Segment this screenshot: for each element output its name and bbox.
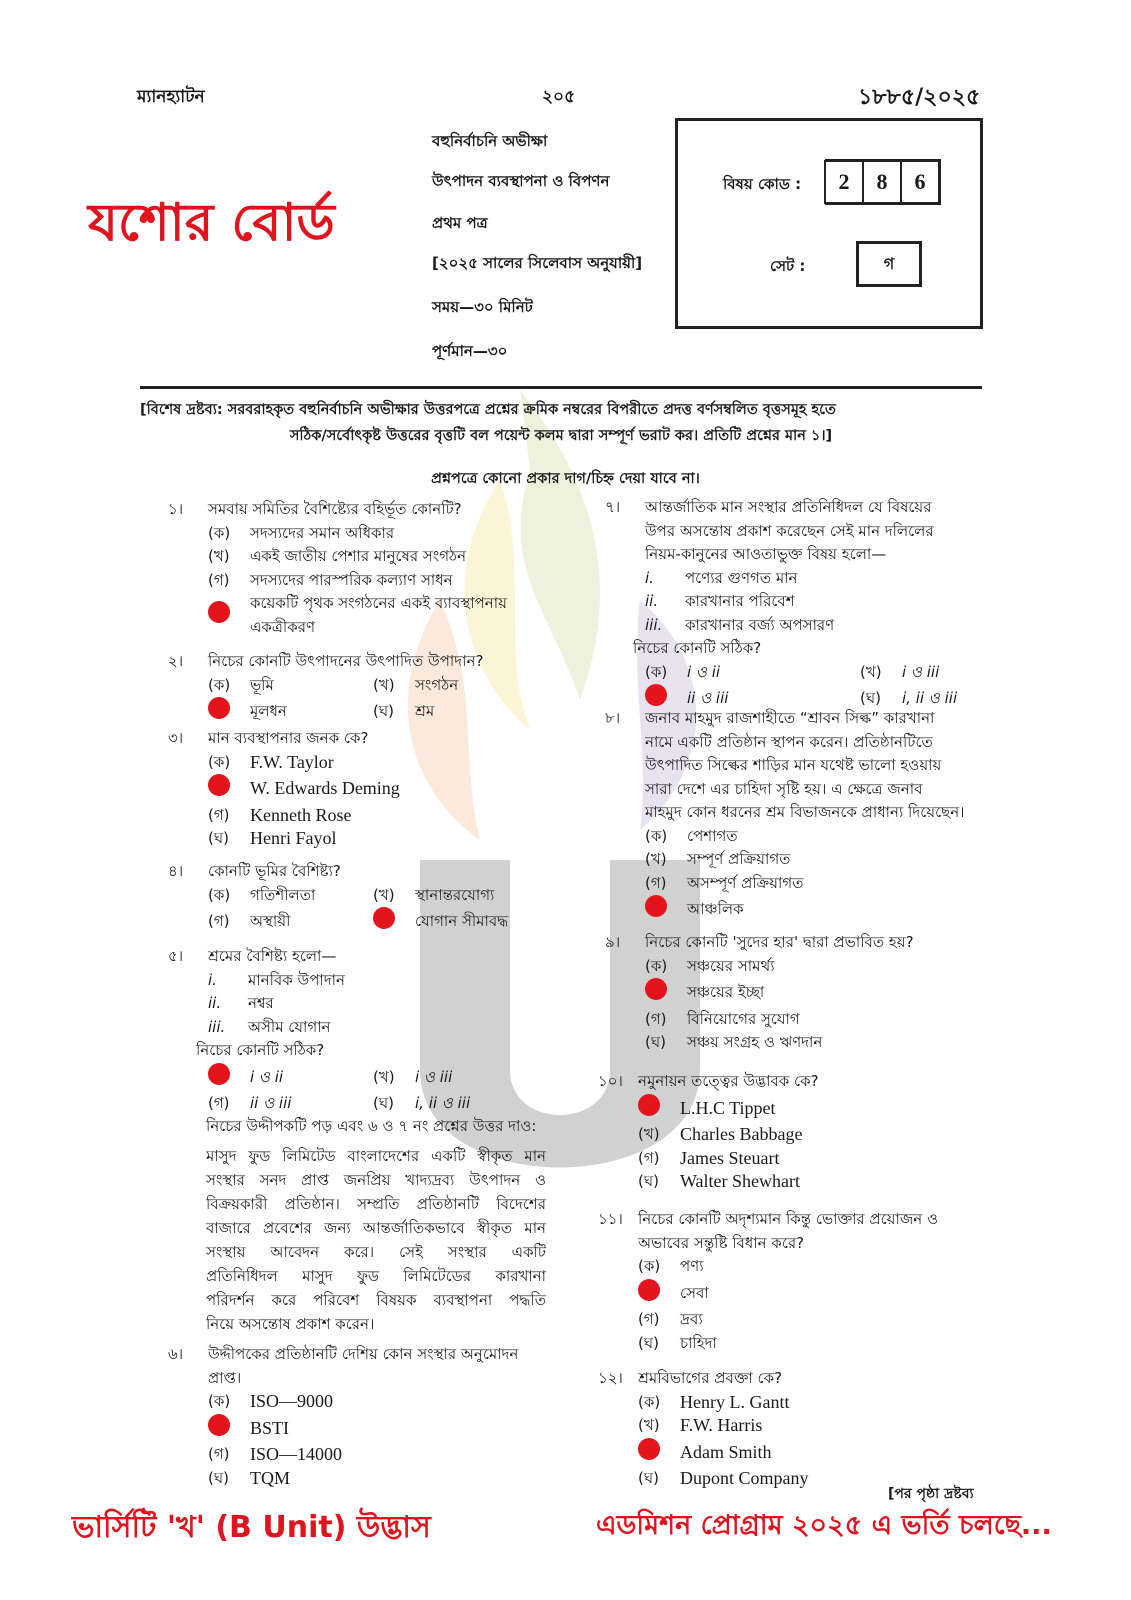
question-text: কোনটি ভূমির বৈশিষ্ট্য? (208, 862, 341, 880)
answer-marker (208, 1414, 250, 1444)
option-1[interactable] (208, 751, 400, 775)
option-text: ভূমি (250, 675, 274, 694)
option-letter: (ঘ) (638, 1333, 659, 1352)
board-title: যশোর বোর্ড (88, 193, 335, 253)
statement-label: i. (208, 970, 217, 989)
option-letter: (খ) (645, 850, 667, 868)
option-text: i, ii ও iii (902, 689, 958, 707)
option-text: সদস্যদের পারস্পরিক কল্যাণ সাধন (250, 570, 453, 589)
option-text: সঞ্চয়ের সামর্থ্য (687, 956, 775, 975)
page-number: ২০৫ (542, 87, 576, 107)
option-4[interactable] (645, 1031, 914, 1055)
question-number: ৪। (168, 862, 184, 880)
question-body (208, 650, 538, 727)
option-1[interactable] (645, 661, 860, 685)
option-3[interactable] (208, 1092, 373, 1116)
option-text: Dupont Company (680, 1468, 809, 1488)
options (645, 825, 965, 925)
answer-marker (645, 978, 687, 1008)
option-text: Adam Smith (680, 1441, 772, 1462)
filled-answer-dot-icon (645, 895, 667, 917)
option-letter: (গ) (208, 805, 230, 824)
filled-answer-dot-icon (208, 697, 230, 719)
question-text: জনাব মাহমুদ রাজশাহীতে “শ্রাবন সিল্ক” কারখানা (645, 709, 935, 727)
serial-number: ১৮৮৫/২০২৫ (858, 85, 981, 110)
option-2[interactable] (208, 545, 540, 569)
option-4[interactable] (373, 697, 538, 727)
option-letter: (গ) (645, 873, 667, 892)
option-text: সদস্যদের সমান অধিকার (250, 523, 395, 542)
option-text: একই জাতীয় পেশার মানুষের সংগঠন (250, 547, 467, 565)
notice-line-1: [বিশেষ দ্রষ্টব্য: সরবরাহকৃত বহুনির্বাচনি অভীক্ষার উত্তরপত্রে প্রশ্নের ক্রমিক নম্বরের বিপরীতে প্রদত্ত বর্ণসম্বলিত বৃত্তসমূহ হতে (140, 402, 836, 418)
option-text: W. Edwards Deming (250, 778, 400, 798)
option-letter: (ঘ) (208, 1468, 229, 1487)
option-letter: (ক) (208, 675, 231, 694)
options (645, 661, 1000, 714)
question-body (208, 498, 540, 639)
options (638, 1094, 819, 1194)
answer-marker (208, 601, 250, 631)
option-letter: (ঘ) (638, 1469, 659, 1487)
option-text: চাহিদা (680, 1333, 717, 1352)
question-11 (598, 1208, 938, 1355)
option-letter: (ক) (645, 826, 668, 845)
option-2[interactable] (860, 661, 1000, 685)
code-box (675, 118, 983, 329)
question-text: নমুনায়ন তত্ত্বের উদ্ভাবক কে? (638, 1072, 819, 1090)
set-label: সেট : (770, 257, 806, 275)
question-text: নিচের কোনটি 'সুদের হার' দ্বারা প্রভাবিত হয়? (645, 933, 914, 951)
option-text: Henry L. Gantt (680, 1391, 790, 1412)
question-7 (605, 496, 1000, 714)
filled-answer-dot-icon (645, 978, 667, 1000)
option-letter: (ঘ) (208, 829, 229, 847)
option-letter: (ঘ) (638, 1172, 659, 1190)
statement-text: পণ্যের গুণগত মান (685, 568, 798, 587)
option-1[interactable] (208, 522, 540, 546)
statement (645, 590, 1000, 614)
option-3[interactable] (208, 804, 400, 828)
answer-marker (208, 774, 250, 804)
option-2[interactable] (373, 674, 538, 698)
filled-answer-dot-icon (645, 684, 667, 706)
option-4[interactable] (638, 1170, 819, 1194)
statement (645, 567, 1000, 591)
option-text: গতিশীলতা (250, 885, 316, 904)
option-3[interactable] (208, 1443, 518, 1467)
filled-answer-dot-icon (208, 601, 230, 623)
question-number: ১২। (598, 1369, 623, 1387)
question-prompt: নিচের কোনটি সঠিক? (196, 1041, 325, 1059)
options (638, 1255, 938, 1355)
option-text: অসম্পূর্ণ প্রক্রিয়াগত (687, 873, 804, 892)
option-text: বিনিয়োগের সুযোগ (687, 1009, 800, 1028)
exam-paper: প্রথম পত্র (432, 214, 488, 232)
option-text: James Steuart (680, 1147, 780, 1168)
option-letter: (গ) (208, 1445, 230, 1463)
ad-left: ভার্সিটি 'খ' (B Unit) উদ্ভাস (72, 1510, 431, 1545)
exam-time: সময়—৩০ মিনিট (432, 298, 533, 316)
option-letter: (খ) (373, 1067, 395, 1086)
stimulus-line: মাসুদ ফুড লিমিটেড বাংলাদেশের একটি স্বীকৃত মান (206, 1147, 546, 1165)
option-letter: (গ) (208, 570, 230, 589)
statement-text: মানবিক উপাদান (248, 970, 345, 989)
option-2[interactable] (208, 774, 400, 804)
option-3[interactable] (638, 1147, 819, 1171)
option-letter: (গ) (208, 1094, 230, 1112)
filled-answer-dot-icon (638, 1094, 660, 1116)
filled-answer-dot-icon (208, 1063, 230, 1085)
option-letter: (গ) (208, 912, 230, 930)
answer-marker (645, 895, 687, 925)
question-text: নিচের কোনটি উৎপাদনের উৎপাদিত উপাদান? (208, 652, 484, 670)
option-letter: (ক) (208, 523, 231, 542)
question-10 (598, 1070, 819, 1194)
question-number: ২। (168, 652, 184, 670)
question-body (208, 860, 538, 937)
option-letter: (ক) (638, 1257, 661, 1275)
statement (208, 992, 538, 1016)
statement-label: iii. (645, 615, 663, 634)
options (208, 884, 538, 937)
statement-label: ii. (645, 592, 659, 610)
question-text: অভাবের সন্তুষ্টি বিধান করে? (638, 1233, 805, 1252)
option-text: BSTI (250, 1417, 290, 1438)
answer-marker (638, 1279, 680, 1309)
stimulus-line: সংস্থার সনদ প্রাপ্ত জনপ্রিয় খাদ্যদ্রব্য উৎপাদন ও (206, 1171, 546, 1189)
option-text: সঞ্চয় সংগ্রহ ও ঋণদান (687, 1033, 823, 1051)
options (645, 955, 914, 1055)
stimulus-line: নিয়ে অসন্তোষ প্রকাশ করেন। (206, 1315, 375, 1333)
question-1 (168, 498, 540, 639)
option-letter: (ক) (645, 662, 668, 681)
statement (645, 614, 1000, 638)
question-body (645, 707, 965, 925)
exam-syllabus: [২০২৫ সালের সিলেবাস অনুযায়ী] (432, 254, 643, 272)
option-letter: (খ) (208, 547, 230, 565)
stimulus-line: বাজারে প্রবেশের জন্য আন্তর্জাতিকভাবে স্বীকৃত মান (206, 1219, 546, 1237)
option-letter: (ঘ) (645, 1033, 666, 1051)
stimulus-line: বিক্রয়কারী প্রতিষ্ঠান। সম্প্রতি প্রতিষ্ঠানটি বিদেশের (206, 1195, 546, 1213)
option-text: সংগঠন (415, 675, 459, 694)
statement-label: iii. (208, 1017, 226, 1036)
question-number: ১০। (598, 1072, 623, 1090)
option-1[interactable] (638, 1391, 809, 1415)
ad-right: এডমিশন প্রোগ্রাম ২০২৫ এ ভর্তি চলছে... (596, 1510, 1052, 1541)
option-letter: (গ) (645, 1009, 667, 1028)
option-text: পেশাগত (687, 826, 738, 845)
subject-code-digit: 8 (862, 160, 902, 204)
option-letter: (ঘ) (860, 689, 881, 707)
exam-type: বহুনির্বাচনি অভীক্ষা (432, 132, 548, 150)
statement-text: কারখানার বর্জ্য অপসারণ (685, 615, 835, 634)
stimulus (206, 1114, 546, 1336)
option-text: L.H.C Tippet (680, 1097, 776, 1118)
option-4[interactable] (373, 907, 538, 937)
option-letter: (ঘ) (373, 1094, 394, 1112)
option-letter: (খ) (373, 885, 395, 904)
question-prompt: নিচের কোনটি সঠিক? (633, 639, 762, 657)
question-body (196, 945, 538, 1116)
stimulus-line: প্রতিনিধিদল মাসুদ ফুড লিমিটেডের কারখানা (206, 1267, 546, 1285)
filled-answer-dot-icon (208, 774, 230, 796)
options (208, 522, 540, 640)
option-text: Henri Fayol (250, 828, 337, 848)
option-letter: (ক) (638, 1392, 661, 1411)
options (208, 1390, 518, 1490)
continue-note: [পর পৃষ্ঠা দ্রষ্টব্য (888, 1486, 974, 1502)
subject-code-digit: 6 (900, 160, 940, 204)
special-notice (140, 397, 982, 449)
option-text: ISO—14000 (250, 1444, 343, 1464)
option-2[interactable] (373, 884, 538, 908)
stimulus-line: পরিদর্শন করে পরিবেশ বিষয়ক ব্যবস্থাপনা পদ্ধতি (206, 1291, 546, 1309)
option-3[interactable] (638, 1438, 809, 1468)
question-text: মাহমুদ কোন ধরনের শ্রম বিভাজনকে প্রাধান্য দিয়েছেন। (645, 803, 965, 821)
option-3[interactable] (645, 872, 965, 896)
answer-marker (208, 697, 250, 727)
question-text: নামে একটি প্রতিষ্ঠান স্থাপন করেন। প্রতিষ্ঠানটিতে (645, 732, 933, 751)
option-text: পণ্য (680, 1257, 704, 1275)
question-number: ৮। (605, 709, 621, 727)
option-4[interactable] (208, 592, 540, 639)
subject-code (825, 159, 941, 205)
question-body (645, 931, 914, 1055)
option-text: শ্রম (415, 702, 435, 720)
question-9 (605, 931, 914, 1055)
question-text: নিচের কোনটি অদৃশ্যমান কিন্তু ভোক্তার প্রয়োজন ও (638, 1210, 939, 1228)
question-text: আন্তর্জাতিক মান সংস্থার প্রতিনিধিদল যে বিষয়ের (645, 498, 932, 516)
question-4 (168, 860, 538, 937)
option-text: স্থানান্তরযোগ্য (415, 885, 495, 904)
answer-marker (373, 907, 415, 937)
question-number: ৩। (168, 729, 184, 747)
filled-answer-dot-icon (638, 1279, 660, 1301)
option-1[interactable] (645, 955, 914, 979)
options (208, 674, 538, 727)
option-letter: (ক) (208, 1392, 231, 1410)
option-letter: (গ) (638, 1310, 660, 1328)
option-2[interactable] (638, 1414, 809, 1438)
option-text: মূলধন (250, 702, 287, 720)
statement-text: অসীম যোগান (248, 1017, 331, 1036)
notice-line-2: সঠিক/সর্বোৎকৃষ্ট উত্তরের বৃত্তটি বল পয়েন্ট কলম দ্বারা সম্পূর্ণ ভরাট কর। প্রতিটি প্রশ্নের মান ১।] (289, 428, 833, 444)
option-letter: (খ) (373, 675, 395, 694)
question-body (638, 1208, 938, 1355)
filled-answer-dot-icon (638, 1438, 660, 1460)
question-text: শ্রমবিভাগের প্রবক্তা কে? (638, 1369, 783, 1387)
option-4[interactable] (208, 827, 400, 851)
option-1[interactable] (208, 884, 373, 908)
question-text: প্রাপ্ত। (208, 1368, 242, 1387)
answer-marker (638, 1438, 680, 1468)
option-text: Walter Shewhart (680, 1171, 801, 1191)
statement-label: ii. (208, 994, 222, 1012)
statement (208, 1016, 538, 1040)
option-letter: (গ) (638, 1148, 660, 1167)
question-6 (168, 1343, 518, 1490)
question-text: উৎপাদিত সিল্কের শাড়ির মান যথেষ্ট ভালো হওয়ায় (645, 756, 942, 774)
option-text: আঞ্চলিক (687, 900, 744, 918)
options (208, 1063, 538, 1116)
option-text: i, ii ও iii (415, 1094, 471, 1112)
question-number: ১১। (598, 1210, 623, 1228)
statement-text: কারখানার পরিবেশ (685, 592, 795, 610)
option-letter: (ক) (208, 752, 231, 771)
option-1[interactable] (638, 1255, 938, 1279)
question-text: সমবায় সমিতির বৈশিষ্ট্যের বহির্ভূত কোনটি? (208, 500, 462, 518)
option-letter: (ক) (208, 885, 231, 904)
option-text: F.W. Taylor (250, 751, 334, 772)
statement (208, 969, 538, 993)
option-letter: (ঘ) (373, 702, 394, 720)
options (638, 1391, 809, 1491)
option-text: ISO—9000 (250, 1391, 334, 1411)
question-text: শ্রমের বৈশিষ্ট্য হলো— (208, 947, 337, 965)
question-number: ৯। (605, 933, 621, 951)
subject-code-digit: 2 (824, 160, 864, 204)
option-3[interactable] (208, 697, 373, 727)
statement-text: নশ্বর (248, 994, 274, 1012)
option-letter: (খ) (638, 1125, 660, 1143)
question-text: মান ব্যবস্থাপনার জনক কে? (208, 729, 369, 747)
option-2[interactable] (645, 978, 914, 1008)
question-body (208, 1343, 518, 1490)
option-3[interactable] (645, 1008, 914, 1032)
question-8 (605, 707, 965, 925)
option-2[interactable] (645, 848, 965, 872)
option-2[interactable] (208, 1414, 518, 1444)
option-4[interactable] (638, 1332, 938, 1356)
option-text: F.W. Harris (680, 1415, 763, 1435)
option-text: Kenneth Rose (250, 804, 352, 825)
question-text: উদ্দীপকের প্রতিষ্ঠানটি দেশিয় কোন সংস্থার অনুমোদন (208, 1345, 519, 1363)
option-3[interactable] (208, 569, 540, 593)
subject-code-label: বিষয় কোড : (723, 175, 802, 193)
option-text: অস্থায়ী (250, 912, 291, 930)
answer-marker (208, 1063, 250, 1093)
options (208, 751, 400, 851)
option-4[interactable] (638, 1467, 809, 1491)
option-1[interactable] (208, 1063, 373, 1093)
option-letter: (খ) (860, 662, 882, 681)
filled-answer-dot-icon (208, 1414, 230, 1436)
option-3[interactable] (208, 907, 373, 937)
question-2 (168, 650, 538, 727)
option-text: সম্পূর্ণ প্রক্রিয়াগত (687, 850, 791, 868)
option-text: সেবা (680, 1283, 709, 1302)
option-2[interactable] (638, 1279, 938, 1309)
option-text: i ও iii (415, 1067, 453, 1086)
divider (140, 386, 982, 389)
stimulus-line: সংস্থায় আবেদন করে। সেই সংস্থার একটি (206, 1243, 546, 1261)
option-4[interactable] (208, 1467, 518, 1491)
option-1[interactable] (645, 825, 965, 849)
question-number: ১। (168, 500, 184, 518)
question-text: সারা দেশে এর চাহিদা সৃষ্টি হয়। এ ক্ষেত্রে জনাব (645, 779, 923, 798)
answer-marker (638, 1094, 680, 1124)
exam-full-marks: পূর্ণমান—৩০ (432, 342, 508, 360)
option-text: TQM (250, 1467, 290, 1488)
filled-answer-dot-icon (373, 907, 395, 929)
option-2[interactable] (373, 1063, 538, 1093)
option-letter: (খ) (638, 1416, 660, 1434)
question-number: ৭। (605, 498, 621, 516)
option-text: i ও ii (687, 662, 721, 681)
question-body (633, 496, 1000, 714)
option-letter: (ক) (645, 956, 668, 975)
set-value: গ (856, 241, 922, 287)
question-text: নিয়ম-কানুনের আওতাভুক্ত বিষয় হলো— (645, 545, 887, 563)
question-number: ৫। (168, 947, 184, 965)
exam-subject: উৎপাদন ব্যবস্থাপনা ও বিপণন (432, 172, 610, 190)
option-4[interactable] (373, 1092, 538, 1116)
publisher-name: ম্যানহ্যাটন (137, 87, 205, 107)
option-text: ii ও iii (687, 689, 729, 707)
option-1[interactable] (208, 674, 373, 698)
question-body (208, 727, 400, 851)
option-text: কয়েকটি পৃথক সংগঠনের একই ব্যাবস্থাপনায় একত্রীকরণ (250, 594, 507, 636)
option-text: i ও iii (902, 662, 940, 681)
question-body (638, 1070, 819, 1194)
option-1[interactable] (638, 1094, 819, 1124)
statement-label: i. (645, 568, 654, 587)
option-text: সঞ্চয়ের ইচ্ছা (687, 983, 765, 1001)
option-text: যোগান সীমাবদ্ধ (415, 912, 509, 930)
option-text: i ও ii (250, 1067, 284, 1086)
option-text: ii ও iii (250, 1094, 292, 1112)
question-text: উপর অসন্তোষ প্রকাশ করেছেন সেই মান দলিলের (645, 521, 934, 540)
option-1[interactable] (208, 1390, 518, 1414)
question-3 (168, 727, 400, 851)
stimulus-intro: নিচের উদ্দীপকটি পড় এবং ৬ ও ৭ নং প্রশ্নের উত্তর দাও: (206, 1117, 537, 1135)
option-3[interactable] (638, 1308, 938, 1332)
question-12 (598, 1367, 809, 1491)
question-number: ৬। (168, 1345, 184, 1363)
question-body (638, 1367, 809, 1491)
option-2[interactable] (638, 1123, 819, 1147)
question-5 (168, 945, 538, 1116)
marking-warning: প্রশ্নপত্রে কোনো প্রকার দাগ/চিহ্ন দেয়া যাবে না। (431, 471, 700, 487)
option-4[interactable] (645, 895, 965, 925)
option-text: দ্রব্য (680, 1310, 703, 1328)
option-text: Charles Babbage (680, 1124, 803, 1144)
